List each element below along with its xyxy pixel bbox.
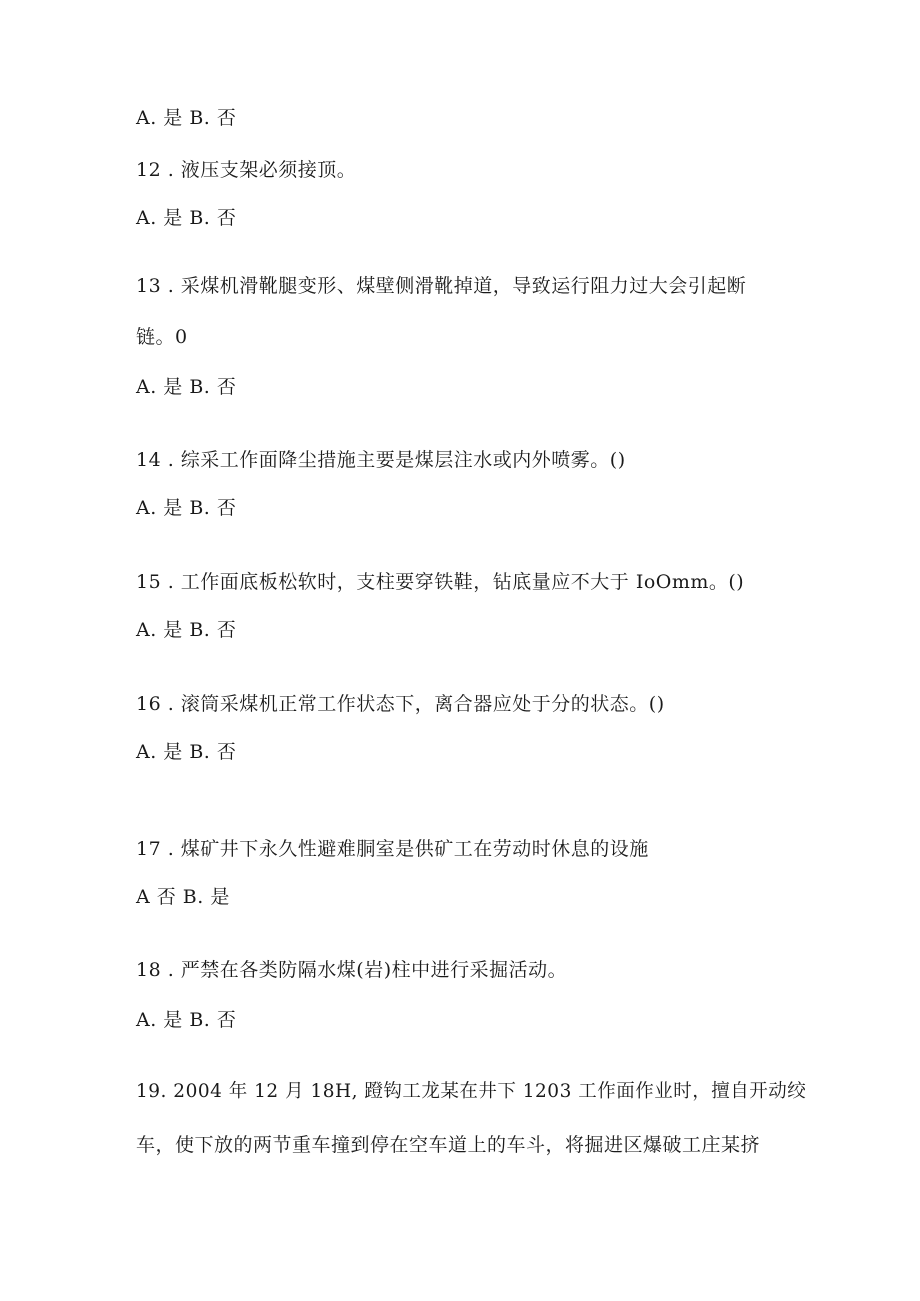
- answer-options-q16: A. 是 B. 否: [136, 741, 237, 763]
- answer-options-q17: A 否 B. 是: [136, 886, 230, 908]
- answer-options-q15: A. 是 B. 否: [136, 619, 237, 641]
- question-13-line-2: 链。0: [136, 326, 188, 348]
- answer-options-q18: A. 是 B. 否: [136, 1009, 237, 1031]
- question-15: 15 . 工作面底板松软时，支柱要穿铁鞋，钻底量应不大于 IoOmm。(): [136, 571, 745, 593]
- question-12: 12 . 液压支架必须接顶。: [136, 159, 357, 181]
- question-14: 14 . 综采工作面降尘措施主要是煤层注水或内外喷雾。(): [136, 449, 626, 471]
- answer-options-q13: A. 是 B. 否: [136, 376, 237, 398]
- question-16: 16 . 滚筒采煤机正常工作状态下，离合器应处于分的状态。(): [136, 693, 665, 715]
- question-19-line-1: 19. 2004 年 12 月 18H, 蹬钩工龙某在井下 1203 工作面作业时，擅自开动绞: [136, 1081, 807, 1102]
- question-19-line-2: 车，使下放的两节重车撞到停在空车道上的车斗，将掘进区爆破工庄某挤: [136, 1134, 761, 1156]
- question-17: 17 . 煤矿井下永久性避难胴室是供矿工在劳动时休息的设施: [136, 838, 649, 860]
- question-13-line-1: 13 . 采煤机滑靴腿变形、煤壁侧滑靴掉道，导致运行阻力过大会引起断: [136, 275, 747, 297]
- answer-options-q12: A. 是 B. 否: [136, 207, 237, 229]
- answer-options-q14: A. 是 B. 否: [136, 497, 237, 519]
- question-18: 18 . 严禁在各类防隔水煤(岩)柱中进行采掘活动。: [136, 959, 568, 981]
- answer-options-q11: A. 是 B. 否: [136, 107, 237, 129]
